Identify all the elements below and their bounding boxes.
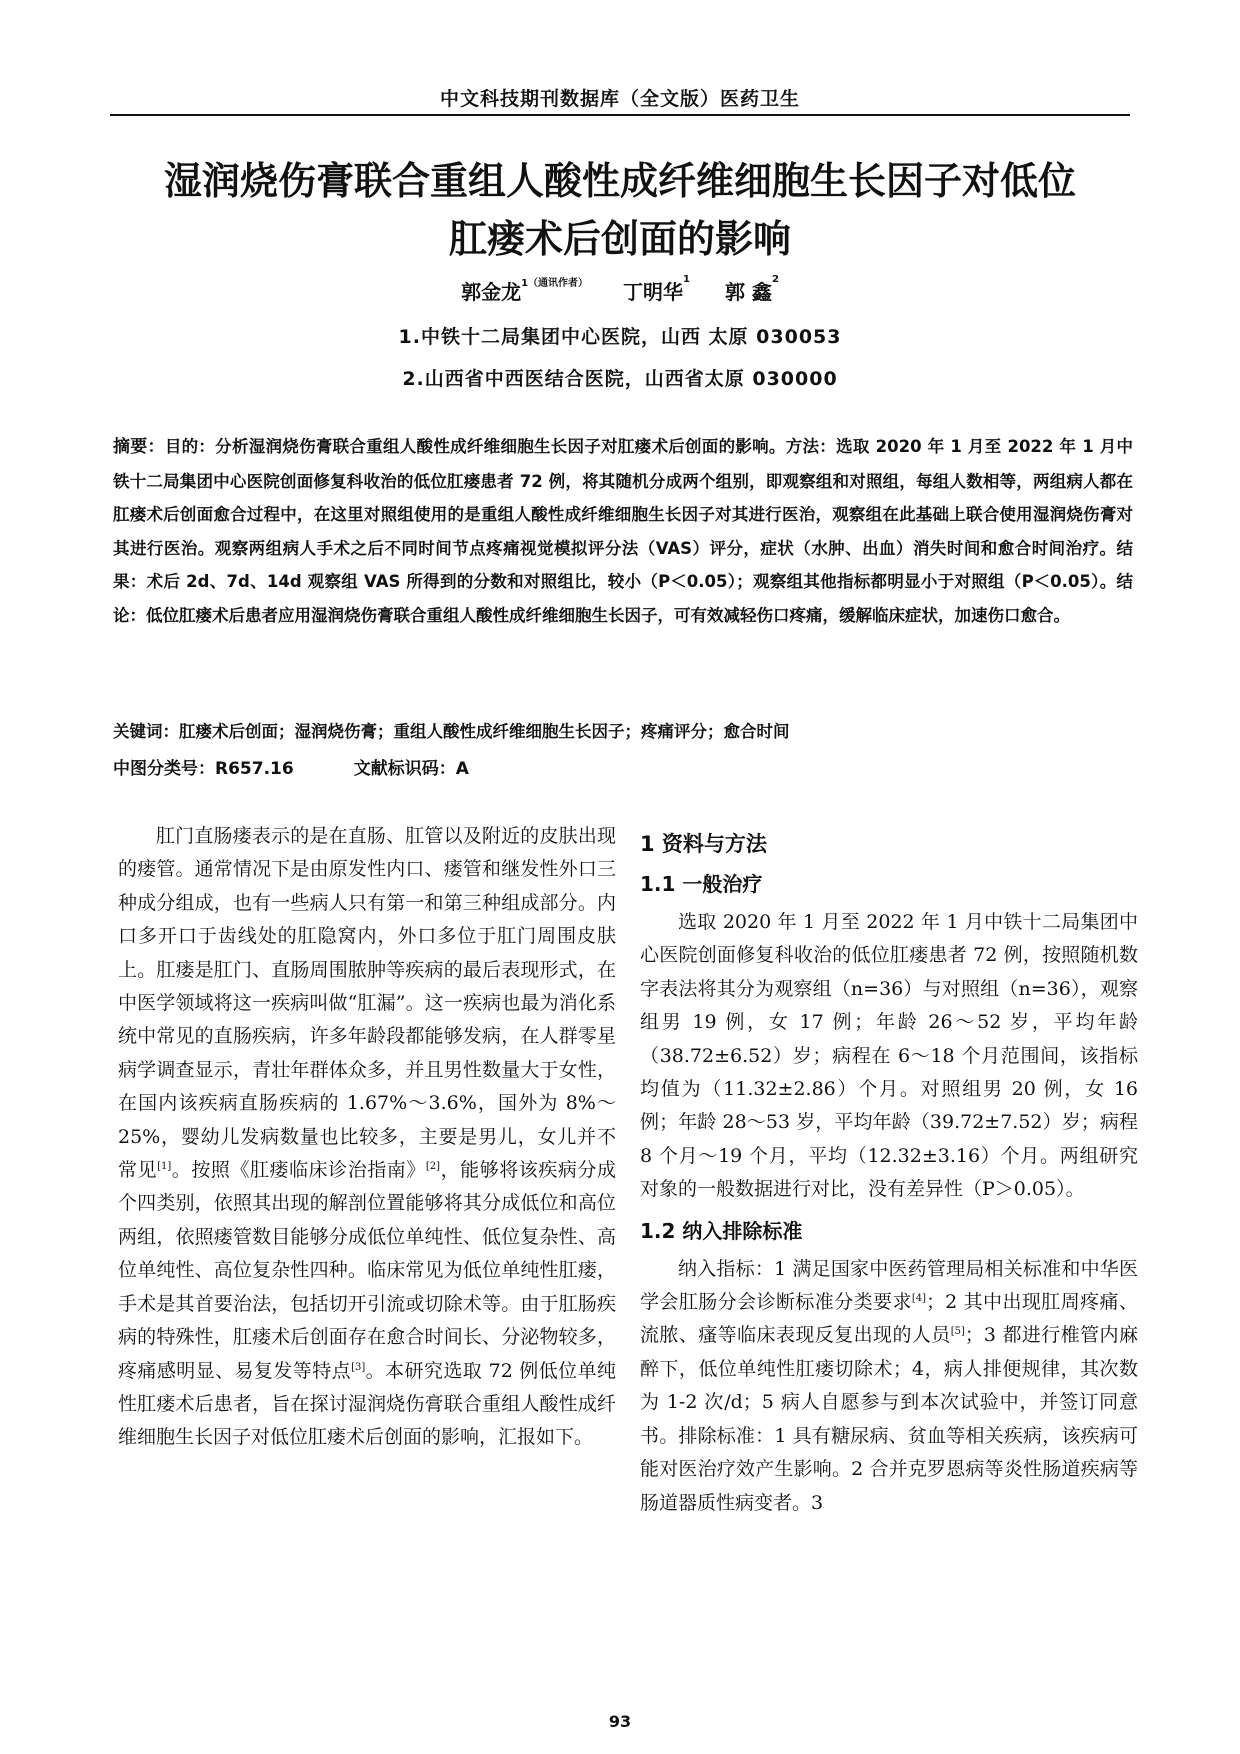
author-2	[623, 274, 690, 304]
author-name: 郭 鑫	[724, 280, 772, 304]
page-number: 93	[608, 1712, 632, 1731]
author-affiliation-mark: 2	[771, 274, 779, 285]
author-1	[461, 280, 588, 304]
citation-ref[interactable]: [2]	[425, 1161, 441, 1173]
methods-paragraph: 选取 2020 年 1 月至 2022 年 1 月中铁十二局集团中心医院创面修复科收治的低位肛瘘患者 72 例，按照随机数字表法将其分为观察组（n=36）与对照组（n=36），观察组男 19 例，女 17 例；年龄 26～52 岁，平均年龄（38.72±6.52）岁；病程在 6～18 个月范围间，该指标均值为（11.32±2.86）个月。对照组男 20 例，女 16 例；年龄 28～53 岁，平均年龄（39.72±7.52）岁；病程 8 个月～19 个月，平均（12.32±3.16）个月。两组研究对象的一般数据进行对比，没有差异性（P＞0.05）。	[640, 911, 1138, 1201]
abstract-text: 目的：分析湿润烧伤膏联合重组人酸性成纤维细胞生长因子对肛瘘术后创面的影响。方法：选取 2020 年 1 月至 2022 年 1 月中铁十二局集团中心医院创面修复科收治的低位肛瘘患者 72 例，将其随机分成两个组别，即观察组和对照组，每组人数相等，两组病人都在肛瘘术后创面愈合过程中，在这里对照组使用的是重组人酸性成纤维细胞生长因子对其进行医治，观察组在此基础上联合使用湿润烧伤膏对其进行医治。观察两组病人手术之后不同时间节点疼痛视觉模拟评分法（VAS）评分，症状（水肿、出血）消失时间和愈合时间治疗。结果：术后 2d、7d、14d 观察组 VAS 所得到的分数和对照组比，较小（P＜0.05）；观察组其他指标都明显小于对照组（P＜0.05）。结论：低位肛瘘术后患者应用湿润烧伤膏联合重组人酸性成纤维细胞生长因子，可有效减轻伤口疼痛，缓解临床症状，加速伤口愈合。	[113, 437, 1134, 625]
intro-text: 。按照《肛瘘临床诊治指南》	[171, 1159, 426, 1182]
abstract-label: 摘要：	[113, 437, 165, 457]
author-list	[110, 276, 1130, 305]
author-affiliation-mark: 1（通讯作者）	[521, 278, 589, 289]
class-value: R657.16	[215, 759, 294, 779]
criteria-text: 纳入指标：1 满足国家中医药管理局相关标准和中华医学会肛肠分会诊断标准分类要求	[640, 1257, 1138, 1314]
section-heading: 1 资料与方法	[640, 832, 767, 856]
author-affiliation-mark: 1	[683, 274, 690, 285]
subsection-heading: 1.1 一般治疗	[640, 872, 763, 896]
subsection-heading: 1.2 纳入排除标准	[640, 1218, 803, 1243]
intro-text: 肛门直肠瘘表示的是在直肠、肛管以及附近的皮肤出现的瘘管。通常情况下是由原发性内口、瘘管和继发性外口三种成分组成，也有一些病人只有第一和第三种组成部分。内口多开口于齿线处的肛隐窝内，外口多位于肛门周围皮肤上。肛瘘是肛门、直肠周围脓肿等疾病的最后表现形式，在中医学领域将这一疾病叫做“肛漏”。这一疾病也最为消化系统中常见的直肠疾病，许多年龄段都能够发病，在人群零星病学调查显示，青壮年群体众多，并且男性数量大于女性，在国内该疾病直肠疾病的 1.67%～3.6%，国外为 8%～25%，婴幼儿发病数量也比较多，主要是男儿，女儿并不常见	[118, 825, 616, 1182]
criteria-paragraph	[640, 1253, 1138, 1520]
keywords	[113, 718, 1133, 742]
citation-ref[interactable]: [3]	[351, 1361, 366, 1373]
doc-code-value: A	[455, 759, 469, 779]
title-line-1: 湿润烧伤膏联合重组人酸性成纤维细胞生长因子对低位	[163, 159, 1076, 203]
author-name: 丁明华	[623, 280, 684, 304]
affiliation-2: 2.山西省中西医结合医院，山西省太原 030000	[402, 368, 838, 390]
body-column-right	[640, 826, 1138, 1520]
article-title	[90, 152, 1150, 268]
intro-text: ，能够将该疾病分成个四类别，依照其出现的解剖位置能够将其分成低位和高位两组，依照瘘管数目能够分成低位单纯性、低位复杂性、高位单纯性、高位复杂性四种。临床常见为低位单纯性肛瘘，手术是其首要治法，包括切开引流或切除术等。由于肛肠疾病的特殊性，肛瘘术后创面存在愈合时间长、分泌物较多，疼痛感明显、易复发等特点	[118, 1159, 616, 1382]
keywords-text: 肛瘘术后创面；湿润烧伤膏；重组人酸性成纤维细胞生长因子；疼痛评分；愈合时间	[179, 722, 790, 741]
keywords-label: 关键词：	[113, 722, 179, 741]
author-3	[724, 274, 779, 304]
citation-ref[interactable]: [5]	[950, 1326, 965, 1338]
journal-header: 中文科技期刊数据库（全文版）医药卫生	[439, 88, 800, 110]
criteria-text: ；3 都进行椎管内麻醉下，低位单纯性肛瘘切除术；4，病人排便规律，其次数为 1-2 次/d；5 病人自愿参与到本次试验中，并签订同意书。排除标准：1 具有糖尿病、贫血等相关疾病，该疾病可能对医治疗效产生影响。2 合并克罗恩病等炎性肠道疾病等肠道器质性病变者。3	[640, 1324, 1138, 1514]
title-line-2: 肛瘘术后创面的影响	[448, 217, 791, 261]
criteria-text: ；2 其中出现肛周疼痛、流脓、瘙等临床表现反复出现的人员	[640, 1291, 1138, 1347]
citation-ref[interactable]: [4]	[911, 1293, 927, 1305]
intro-text: 。本研究选取 72 例低位单纯性肛瘘术后患者，旨在探讨湿润烧伤膏联合重组人酸性成纤维细胞生长因子对低位肛瘘术后创面的影响，汇报如下。	[118, 1359, 616, 1449]
citation-ref[interactable]: [1]	[157, 1161, 172, 1173]
affiliation-1: 1.中铁十二局集团中心医院，山西 太原 030053	[398, 326, 842, 348]
header-divider	[110, 114, 1130, 116]
classification-line	[113, 754, 1133, 779]
intro-paragraph	[118, 820, 616, 1455]
abstract	[113, 430, 1133, 632]
doc-code-label: 文献标识码：	[353, 759, 456, 779]
body-column-left	[118, 820, 616, 1455]
class-label: 中图分类号：	[113, 759, 215, 779]
author-name: 郭金龙	[461, 280, 522, 304]
